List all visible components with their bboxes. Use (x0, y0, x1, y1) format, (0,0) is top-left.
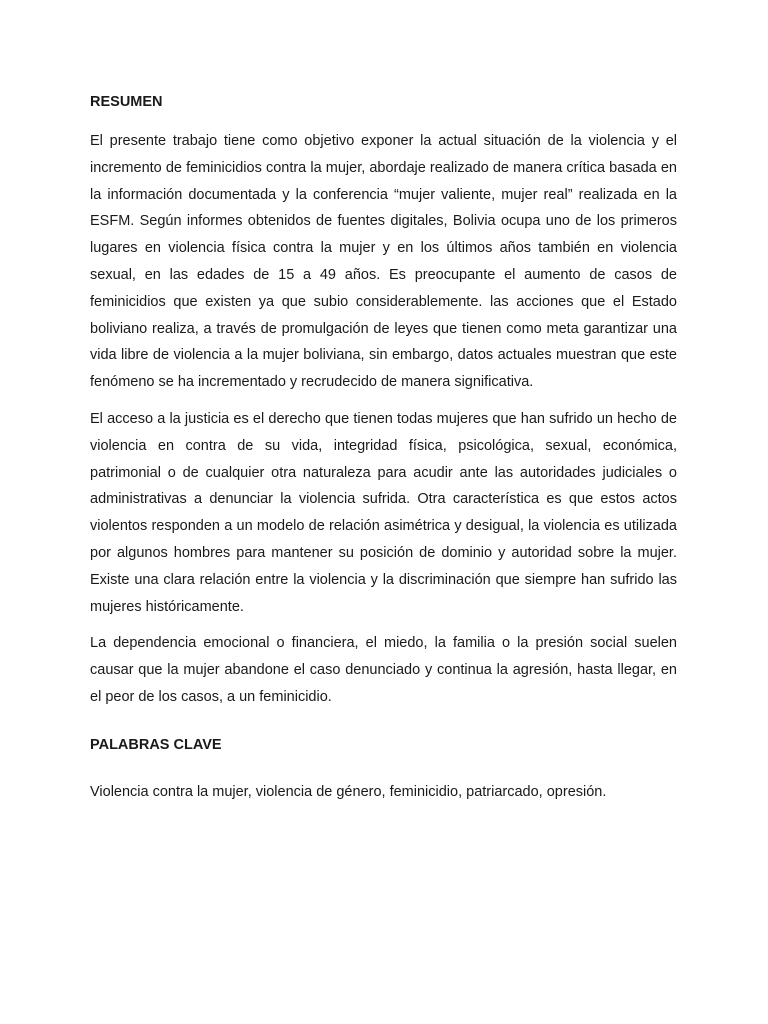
document-page (90, 92, 677, 806)
keywords-text: Violencia contra la mujer, violencia de género, feminicidio, patriarcado, opresión. (90, 783, 607, 800)
summary-heading: RESUMEN (90, 94, 163, 110)
summary-paragraph-3: La dependencia emocional o financiera, el miedo, la familia o la presión social suelen causar que la mujer abandone el caso denunciado y continua la agresión, hasta llegar, en el peor de los casos, a un feminicidio. (90, 635, 677, 705)
summary-paragraph-2: El acceso a la justicia es el derecho que tienen todas mujeres que han sufrido un hecho de violencia en contra de su vida, integridad física, psicológica, sexual, económica, patrimonial o de cualquier otra naturaleza para acudir ante las autoridades judiciales o administrativas a denunciar la violencia sufrida. Otra característica es que estos actos violentos responden a un modelo de relación asimétrica y desigual, la violencia es utilizada por algunos hombres para mantener su posición de dominio y autoridad sobre la mujer. Existe una clara relación entre la violencia y la discriminación que siempre han sufrido las mujeres históricamente. (90, 410, 677, 615)
summary-paragraph-1: El presente trabajo tiene como objetivo exponer la actual situación de la violencia y el incremento de feminicidios contra la mujer, abordaje realizado de manera crítica basada en la información documentada y la conferencia “mujer valiente, mujer real” realizada en la ESFM. Según informes obtenidos de fuentes digitales, Bolivia ocupa uno de los primeros lugares en violencia física contra la mujer y en los últimos años también en violencia sexual, en las edades de 15 a 49 años. Es preocupante el aumento de casos de feminicidios que existen ya que subio considerablemente. las acciones que el Estado boliviano realiza, a través de promulgación de leyes que tienen como meta garantizar una vida libre de violencia a la mujer boliviana, sin embargo, datos actuales muestran que este fenómeno se ha incrementado y recrudecido de manera significativa. (90, 133, 677, 391)
keywords-heading: PALABRAS CLAVE (90, 736, 222, 753)
